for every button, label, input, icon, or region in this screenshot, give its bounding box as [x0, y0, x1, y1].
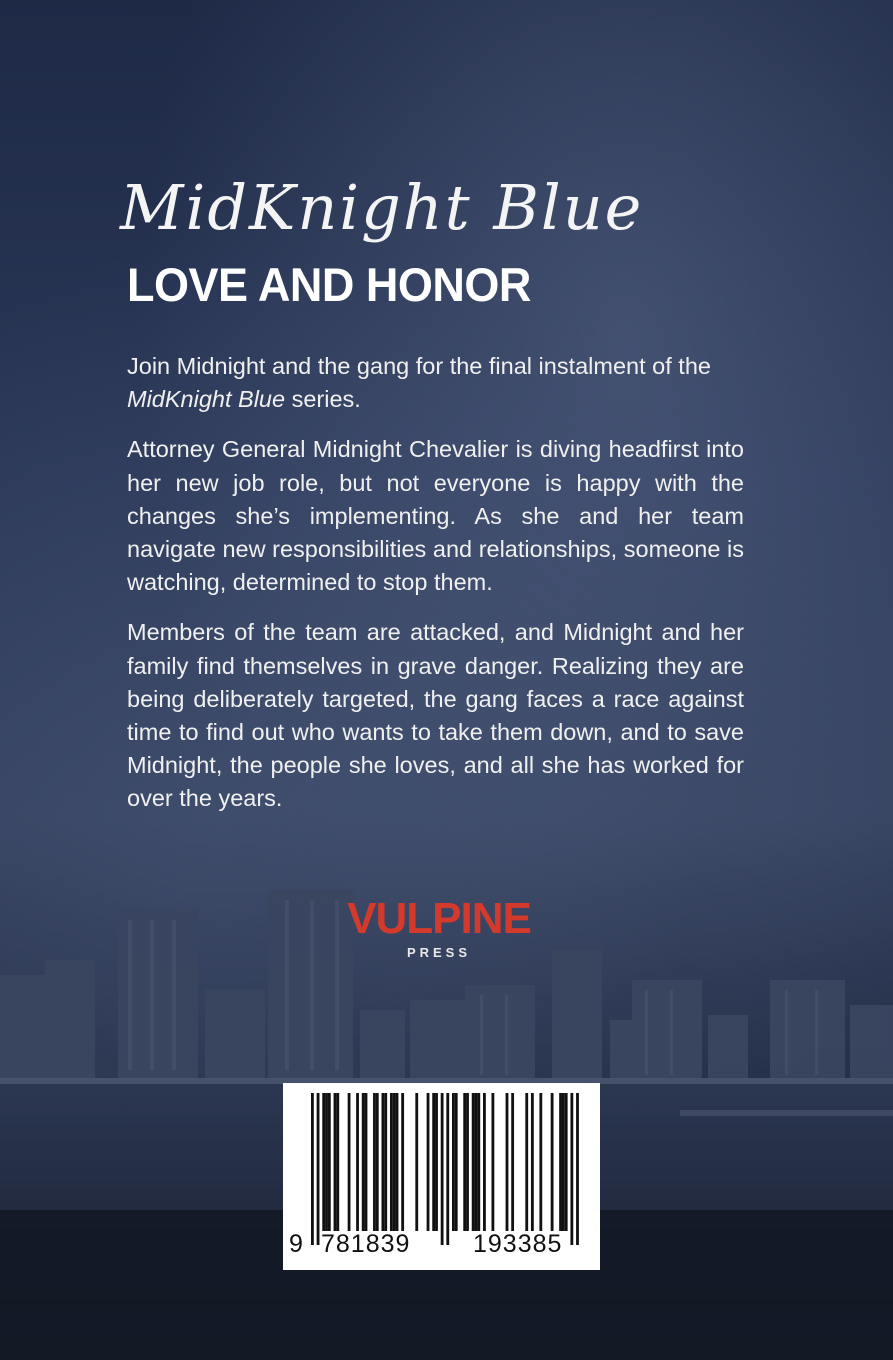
- barcode-bar: [531, 1093, 534, 1231]
- barcode-bar: [551, 1093, 554, 1231]
- barcode-bar: [328, 1093, 331, 1231]
- barcode-bar: [334, 1093, 337, 1231]
- barcode-bar: [475, 1093, 478, 1231]
- barcode-bar: [525, 1093, 528, 1231]
- barcode-bar: [365, 1093, 368, 1231]
- barcode-bar: [446, 1093, 449, 1245]
- barcode-bar: [483, 1093, 486, 1231]
- book-title: LOVE AND HONOR: [127, 258, 531, 312]
- barcode-bar: [311, 1093, 314, 1245]
- series-title: MidKnight Blue: [120, 171, 644, 244]
- series-name-italic: MidKnight Blue: [127, 386, 286, 413]
- barcode-bar: [348, 1093, 351, 1231]
- barcode-bar: [559, 1093, 562, 1231]
- barcode-right-group: 193385: [473, 1230, 563, 1258]
- barcode-bar: [576, 1093, 579, 1245]
- barcode-bar: [384, 1093, 387, 1231]
- barcode-bar: [455, 1093, 458, 1231]
- barcode-bar: [463, 1093, 466, 1231]
- barcode-bar: [401, 1093, 404, 1231]
- publisher-sub: PRESS: [406, 945, 472, 960]
- barcode-bar: [325, 1093, 328, 1231]
- barcode-bar: [322, 1093, 325, 1231]
- barcode-bar: [362, 1093, 365, 1231]
- barcode-bar: [452, 1093, 455, 1231]
- barcode-first-digit: 9: [289, 1230, 303, 1258]
- barcode-bar: [382, 1093, 385, 1231]
- barcode-bar: [356, 1093, 359, 1231]
- barcode-bar: [441, 1093, 444, 1245]
- barcode-bar: [336, 1093, 339, 1231]
- isbn-barcode: [283, 1083, 600, 1270]
- barcode-bar: [472, 1093, 475, 1231]
- barcode-bar: [415, 1093, 418, 1231]
- barcode-bar: [491, 1093, 494, 1231]
- blurb-paragraph-1: Join Midnight and the gang for the final instalment of the MidKnight Blue series.: [127, 353, 711, 413]
- barcode-bar: [390, 1093, 393, 1231]
- blurb-paragraph-3: Members of the team are attacked, and Midnight and her family find themselves in grave danger. Realizing they are being deliberately targeted, the gang faces a race against time to find out who wants to take them down, and to save Midnight, the people she loves, and all she has worked for over the years.: [127, 619, 744, 812]
- barcode-bar: [435, 1093, 438, 1231]
- barcode-bar: [565, 1093, 568, 1231]
- barcode-bar: [317, 1093, 320, 1245]
- barcode-bar: [466, 1093, 469, 1231]
- barcode-bar: [373, 1093, 376, 1231]
- barcode-left-group: 781839: [321, 1230, 411, 1258]
- barcode-bar: [376, 1093, 379, 1231]
- barcode-bar: [570, 1093, 573, 1245]
- barcode-bar: [506, 1093, 509, 1231]
- publisher-name: VULPINE: [347, 894, 531, 943]
- barcode-bar: [511, 1093, 514, 1231]
- barcode-bar: [427, 1093, 430, 1231]
- barcode-bar: [432, 1093, 435, 1231]
- blurb: [127, 350, 744, 833]
- barcode-bar: [477, 1093, 480, 1231]
- publisher-logo: [344, 895, 534, 960]
- barcode-bar: [396, 1093, 399, 1231]
- blurb-paragraph-2: Attorney General Midnight Chevalier is diving headfirst into her new job role, but not everyone is happy with the changes she’s implementing. As she and her team navigate new responsibilities and relationships, someone is watching, determined to stop them.: [127, 436, 744, 596]
- barcode-bar: [562, 1093, 565, 1231]
- barcode-bar: [393, 1093, 396, 1231]
- barcode-bar: [539, 1093, 542, 1231]
